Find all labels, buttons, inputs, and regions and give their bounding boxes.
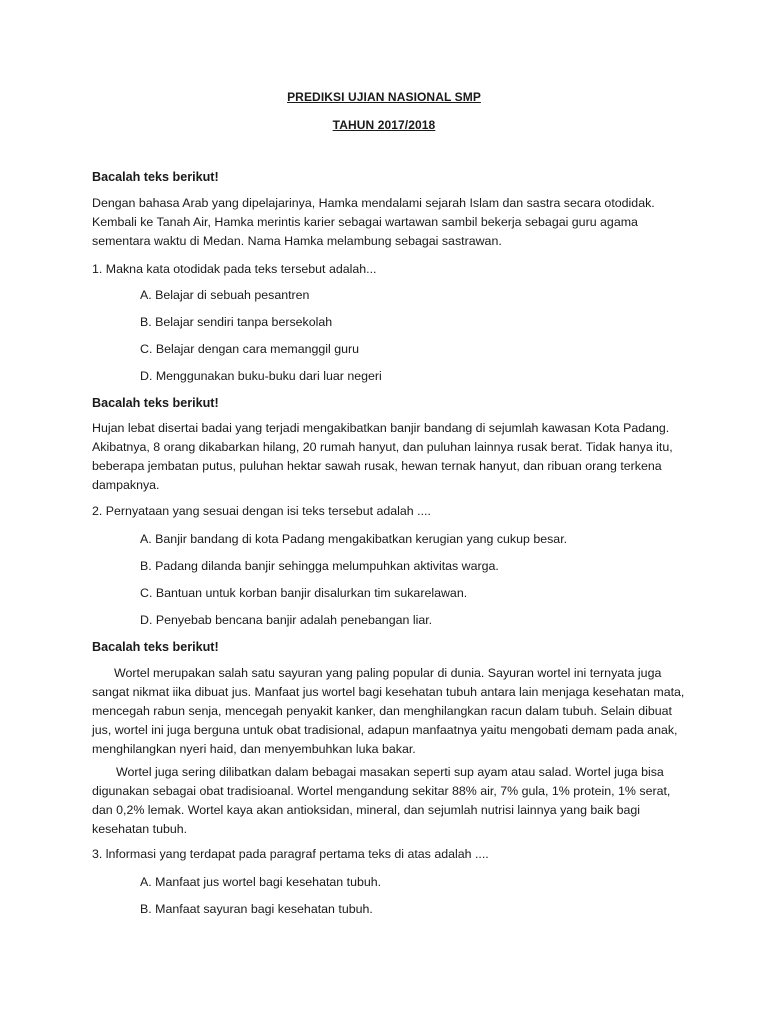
question-2-option-b: B. Padang dilanda banjir sehingga melumpuhkan aktivitas warga.	[140, 559, 499, 573]
section-1-passage: Dengan bahasa Arab yang dipelajarinya, Hamka mendalami sejarah Islam dan sastra secara otodidak. Kembali ke Tanah Air, Hamka merintis karier sebagai wartawan sambil bekerja sebagai guru agama sementara waktu di Medan. Nama Hamka melambung sebagai sastrawan.	[92, 196, 655, 248]
question-3: 3. lnformasi yang terdapat pada paragraf pertama teks di atas adalah ....	[92, 847, 489, 861]
question-1-option-b: B. Belajar sendiri tanpa bersekolah	[140, 315, 333, 329]
section-1-heading: Bacalah teks berikut!	[92, 170, 219, 184]
question-1-option-a: A. Belajar di sebuah pesantren	[140, 288, 310, 302]
section-2-passage: Hujan lebat disertai badai yang terjadi mengakibatkan banjir bandang di sejumlah kawasan Kota Padang. Akibatnya, 8 orang dikabarkan hilang, 20 rumah hanyut, dan puluhan lainnya rusak berat. Tidak hanya itu, beberapa jembatan putus, puluhan hektar sawah rusak, hewan ternak hanyut, dan ribuan orang terkena dampaknya.	[92, 421, 673, 492]
question-2: 2. Pernyataan yang sesuai dengan isi teks tersebut adalah ....	[92, 504, 431, 518]
question-3-option-b: B. Manfaat sayuran bagi kesehatan tubuh.	[140, 902, 373, 916]
document-subtitle: TAHUN 2017/2018	[332, 118, 436, 132]
question-2-option-d: D. Penyebab bencana banjir adalah penebangan liar.	[140, 613, 433, 627]
section-3-heading: Bacalah teks berikut!	[92, 640, 219, 654]
section-3-passage-paragraph-2: Wortel juga sering dilibatkan dalam bebagai masakan seperti sup ayam atau salad. Wortel juga bisa digunakan sebagai obat tradisioanal. Wortel mengandung sekitar 88% air, 7% gula, 1% protein, 1% serat, dan 0,2% lemak. Wortel kaya akan antioksidan, mineral, dan sejumlah nutrisi lainnya yang baik bagi kesehatan tubuh.	[92, 765, 671, 836]
question-1-option-c: C. Belajar dengan cara memanggil guru	[140, 342, 360, 356]
question-2-option-c: C. Bantuan untuk korban banjir disalurkan tim sukarelawan.	[140, 586, 468, 600]
question-3-option-a: A. Manfaat jus wortel bagi kesehatan tubuh.	[140, 875, 382, 889]
question-1-option-d: D. Menggunakan buku-buku dari luar negeri	[140, 369, 382, 383]
document-title: PREDIKSI UJIAN NASIONAL SMP	[287, 90, 481, 104]
question-1: 1. Makna kata otodidak pada teks tersebut adalah...	[92, 262, 377, 276]
section-2-heading: Bacalah teks berikut!	[92, 396, 219, 410]
question-2-option-a: A. Banjir bandang di kota Padang mengakibatkan kerugian yang cukup besar.	[140, 532, 568, 546]
section-3-passage-paragraph-1: Wortel merupakan salah satu sayuran yang paling popular di dunia. Sayuran wortel ini ternyata juga sangat nikmat iika dibuat jus. Manfaat jus wortel bagi kesehatan tubuh antara lain menjaga kesehatan mata, mencegah rabun senja, mencegah penyakit kanker, dan menghilangkan racun dalam tubuh. Selain dibuat jus, wortel ini juga berguna untuk obat tradisional, adapun manfaatnya yaitu mengobati demam pada anak, menghilangkan nyeri haid, dan menyembuhkan luka bakar.	[92, 666, 685, 756]
